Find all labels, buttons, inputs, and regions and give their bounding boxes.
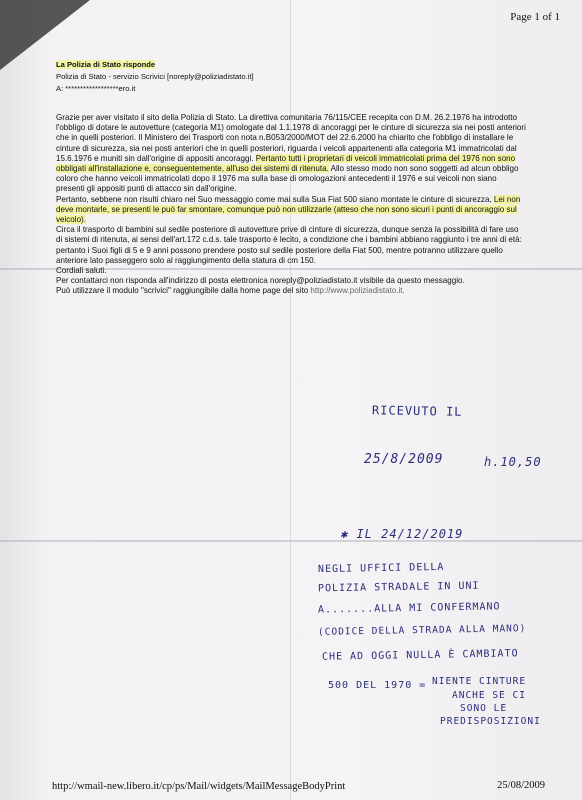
paragraph	[56, 195, 526, 226]
page-number: Page 1 of 1	[510, 11, 560, 23]
handwritten-note-date: ✱ IL 24/12/2019	[340, 527, 464, 541]
handwritten-received-date: 25/8/2009	[364, 452, 444, 467]
text: Può utilizzare il modulo "scrivici" raggiungibile dalla home page del sito	[56, 286, 311, 296]
paragraph	[56, 113, 526, 195]
handwritten-note-500: 500 DEL 1970 =	[328, 680, 427, 691]
handwritten-note-line: ANCHE SE CI	[452, 690, 526, 701]
handwritten-note-line: (CODICE DELLA STRADA ALLA MANO)	[317, 623, 527, 638]
text: Allo stesso modo non sono soggetti ad alcun obbligo coloro che hanno veicoli immatricolati dopo il 1976 ma sulla base di omologazioni antecedenti il 1976 e sui veicoli non siano presenti gli appositi punti di attacco sin dall'origine.	[56, 164, 519, 194]
handwritten-received-time: h.10,50	[484, 455, 542, 469]
paragraph: Per contattarci non risponda all'indirizzo di posta elettronica noreply@poliziadistato.it visibile da questo messaggio.	[56, 276, 465, 286]
paper-fold-line	[0, 540, 582, 542]
handwritten-note-line: SONO LE	[460, 703, 508, 714]
footer-url: http://wmail-new.libero.it/cp/ps/Mail/widgets/MailMessageBodyPrint	[52, 781, 346, 792]
handwritten-note-line: CHE AD OGGI NULLA È CAMBIATO	[321, 648, 519, 663]
handwritten-note-line: A.......ALLA MI CONFERMANO	[317, 601, 501, 616]
email-body	[56, 113, 526, 297]
highlighted-text: Pertanto tutti i proprietari di veicoli immatricolati prima del 1976 non sono obbligati all'installazione e, conseguentemente, all'uso dei sistemi di ritenuta.	[56, 153, 516, 174]
footer-date: 25/08/2009	[497, 780, 545, 791]
handwritten-note-line: PREDISPOSIZIONI	[440, 716, 541, 727]
text: Pertanto, sebbene non risulti chiaro nel Suo messaggio come mai sulla Sua Fiat 500 siano montate le cinture di sicurezza,	[56, 194, 494, 204]
handwritten-note-line: POLIZIA STRADALE IN UNI	[317, 580, 480, 595]
email-subject: La Polizia di Stato risponde	[56, 60, 156, 69]
email-from: Polizia di Stato - servizio Scrivici [noreply@poliziadistato.it]	[56, 72, 254, 81]
text: Grazie per aver visitato il sito della Polizia di Stato. La direttiva comunitaria 76/115/CEE recepita con D.M. 26.2.1976 ha introdotto l'obbligo di dotare le autovetture (categoria M1) omologate dal 1.1.1978 di ancoraggi per le cinture di sicurezza sia nei posti anteriori che in quelli posteriori. Il Ministero dei Trasporti con nota n.B053/2000/MOT del 22.6.2000 ha chiarito che l'obbligo di installare le cinture di sicurezza, sia nei posti anteriori che in quelli posteriori, riguarda i veicoli appartenenti alla categoria M1 immatricolati dal 15.6.1976 e muniti sin dall'origine di appositi ancoraggi.	[56, 113, 526, 163]
email-to: A: ******************ero.it	[56, 84, 136, 93]
paragraph: Circa il trasporto di bambini sul sedile posteriore di autovetture prive di cinture di sicurezza, dunque senza la possibilità di fare uso di sistemi di ritenuta, ai sensi dell'art.172 c.d.s. tale trasporto è lecito, a condizione che i bambini abbiano raggiunto i tre anni di età: pertanto i Suoi figli di 5 e 9 anni possono prendere posto sul sedile posteriore della Fiat 500, mentre potranno utilizzare quello anteriore lato passeggero solo al raggiungimento della statura di cm 150.	[56, 225, 522, 265]
email-header	[56, 59, 254, 95]
handwritten-note-line: NEGLI UFFICI DELLA	[317, 561, 445, 576]
paragraph	[56, 286, 526, 296]
handwritten-received: RICEVUTO IL	[371, 403, 463, 419]
website-link[interactable]: http://www.poliziadistato.it.	[310, 286, 405, 296]
greeting: Cordiali saluti.	[56, 266, 107, 276]
highlighted-text: Lei non deve montarle, se presenti le può far smontare, comunque può non utilizzarle (atteso che non sono sicuri i punti di ancoraggio sul veicolo).	[56, 194, 521, 225]
handwritten-note-line: NIENTE CINTURE	[432, 676, 527, 687]
